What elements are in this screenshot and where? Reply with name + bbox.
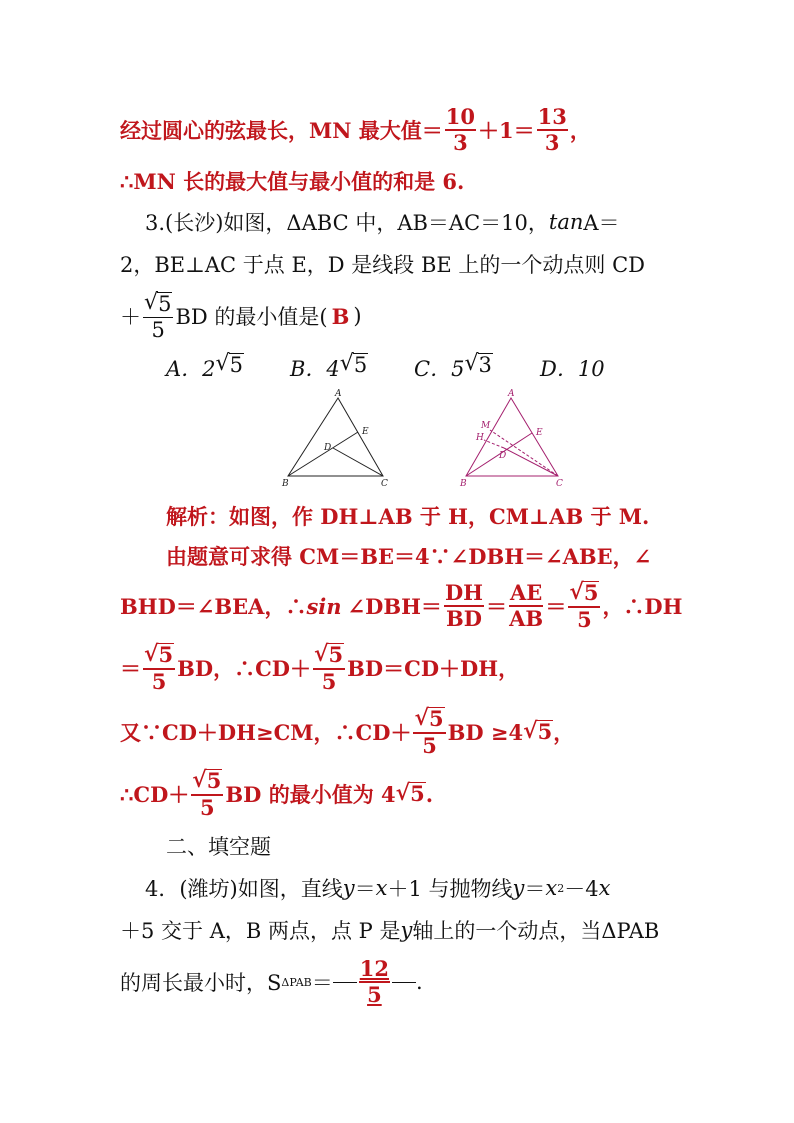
text: 3.(长沙)如图，ΔABC 中，AB＝AC＝10， — [145, 211, 549, 235]
denominator: 5 — [200, 794, 215, 820]
fraction-sqrt5-over-5 — [143, 643, 175, 692]
text: 轴上的一个动点，当ΔPAB — [412, 919, 660, 943]
label-h: H — [476, 433, 484, 443]
sin-text: sin — [306, 593, 342, 619]
text: ＝ — [524, 877, 546, 901]
sqrt-5: √ 5 — [395, 780, 425, 807]
text: ＝ — [545, 594, 567, 619]
label-e: E — [536, 428, 543, 438]
answer-fraction-12-5 — [359, 955, 390, 1007]
denominator: AB — [509, 606, 544, 631]
text: ＝ — [311, 971, 333, 995]
solution-line-6 — [120, 762, 433, 826]
text: ＋1 与抛物线 — [387, 877, 513, 901]
question-4-line-1 — [145, 872, 610, 904]
option-b: B．4 √ 5 — [290, 351, 368, 381]
numerator: √ 5 — [314, 641, 344, 668]
question-4-line-3 — [120, 950, 423, 1014]
label-c: C — [556, 479, 563, 488]
solution-continued-line-2 — [120, 166, 464, 196]
denominator: 5 — [422, 732, 437, 758]
text: 经过圆心的弦最长，MN 最大值＝ — [120, 118, 443, 143]
question-3-line-1 — [145, 206, 620, 238]
numerator: 13 — [537, 103, 567, 129]
text: 2，BE⊥AC 于点 E，D 是线段 BE 上的一个动点则 CD — [120, 253, 645, 277]
text: 解析：如图，作 DH⊥AB 于 H，CM⊥AB 于 M. — [166, 504, 650, 529]
label-a: A — [335, 389, 342, 399]
denominator: 5 — [151, 668, 167, 694]
numerator — [143, 291, 173, 316]
text: BD，∴CD＋ — [177, 656, 312, 681]
text: BD＝CD＋DH， — [347, 656, 520, 681]
solution-line-4 — [120, 636, 519, 700]
numerator: √ 5 — [569, 579, 599, 606]
numerator: 12 — [359, 955, 389, 981]
denominator: 5 — [151, 317, 165, 342]
label-a: A — [508, 389, 515, 399]
text: ＋ — [120, 305, 141, 329]
text: 的周长最小时，S — [120, 971, 282, 995]
text: ，∴DH — [602, 594, 683, 619]
text: －4 — [564, 877, 599, 901]
text: ， — [569, 118, 591, 143]
label-e: E — [362, 427, 369, 437]
section-heading-fill-in — [166, 830, 271, 862]
text: ∴CD＋ — [120, 782, 190, 807]
text: 二、填空题 — [166, 835, 271, 859]
fraction-sqrt5-over-5 — [413, 707, 445, 756]
var-y: y — [512, 876, 525, 900]
text: A＝ — [583, 211, 620, 235]
label-d: D — [324, 443, 332, 453]
numerator: DH — [444, 579, 483, 605]
text: ， — [553, 720, 575, 745]
var-y: y — [400, 918, 413, 942]
option-a: A．2 √ 5 — [166, 351, 243, 381]
label-m: M — [481, 421, 491, 431]
blank-line — [333, 981, 357, 983]
numerator: √ 5 — [144, 641, 174, 668]
fraction-sqrt5-over-5 — [143, 291, 173, 340]
fraction-sqrt5-over-5 — [313, 643, 345, 692]
text: ＝ — [354, 877, 376, 901]
text: BD 的最小值是( — [175, 305, 328, 329]
fraction-ae-ab — [509, 579, 544, 631]
solution-line-1 — [166, 500, 649, 532]
exponent: 2 — [557, 881, 565, 895]
segment-dh — [484, 440, 504, 448]
text: ∠DBH＝ — [347, 594, 442, 619]
text: ＝ — [486, 594, 507, 619]
label-c: C — [381, 479, 388, 488]
sqrt: √ 5 — [144, 290, 172, 317]
triangle-abc — [288, 398, 383, 476]
question-3-options — [166, 352, 605, 384]
question-3-line-2 — [120, 248, 645, 280]
label-d: D — [499, 451, 507, 461]
label-b: B — [460, 479, 467, 488]
var-y: y — [342, 876, 355, 900]
text: ＝ — [120, 656, 141, 681]
fraction-10-3 — [445, 103, 476, 155]
text: BHD＝∠BEA，∴ — [120, 594, 307, 619]
fraction-sqrt5-over-5 — [191, 769, 223, 818]
solution-line-2 — [166, 540, 651, 572]
solution-continued-line-1 — [120, 98, 591, 162]
numerator: 10 — [445, 103, 475, 129]
option-c: C．5 √ 3 — [414, 351, 492, 381]
solution-line-3 — [120, 574, 683, 638]
subscript: ΔPAB — [281, 975, 312, 989]
fraction-13-3 — [537, 103, 568, 155]
denominator: 5 — [321, 668, 337, 694]
label-b: B — [282, 479, 289, 488]
segment-be — [288, 432, 358, 476]
triangle-figure-2 — [454, 388, 574, 488]
denominator: 5 — [577, 606, 592, 632]
text: BD 的最小值为 4 — [225, 782, 396, 807]
var-x: x — [375, 876, 388, 900]
question-3-line-3 — [120, 284, 362, 348]
blank-line — [392, 981, 416, 983]
denominator: 5 — [367, 982, 382, 1007]
denominator: BD — [445, 606, 482, 631]
numerator: AE — [510, 579, 543, 605]
fraction-sqrt5-over-5 — [568, 581, 600, 630]
solution-line-5 — [120, 700, 574, 764]
text: 由题意可求得 CM＝BE＝4∵∠DBH＝∠ABE，∠ — [166, 544, 652, 569]
text: ∴MN 长的最大值与最小值的和是 6. — [120, 169, 465, 194]
var-x: x — [598, 876, 611, 900]
fraction-dh-bd — [444, 579, 484, 631]
option-d: D．10 — [540, 357, 605, 381]
answer-b: B — [331, 303, 350, 329]
text: . — [416, 970, 423, 994]
text: BD ≥4 — [447, 719, 524, 745]
text: 4．(潍坊)如图，直线 — [145, 877, 343, 901]
denominator: 3 — [544, 130, 560, 155]
sqrt-5: √ 5 — [523, 718, 553, 745]
question-4-line-2 — [120, 914, 659, 946]
text: ) — [353, 304, 362, 328]
text: ＋1＝ — [478, 118, 535, 143]
text: . — [425, 781, 434, 807]
text: 又∵CD＋DH≥CM，∴CD＋ — [120, 720, 412, 745]
numerator: √ 5 — [192, 767, 222, 794]
tan-text: tan — [548, 210, 584, 234]
denominator: 3 — [453, 130, 468, 155]
triangle-figure-1 — [278, 388, 398, 488]
text: ＋5 交于 A，B 两点，点 P 是 — [120, 919, 401, 943]
var-x: x — [545, 876, 558, 900]
numerator: √ 5 — [414, 705, 444, 732]
